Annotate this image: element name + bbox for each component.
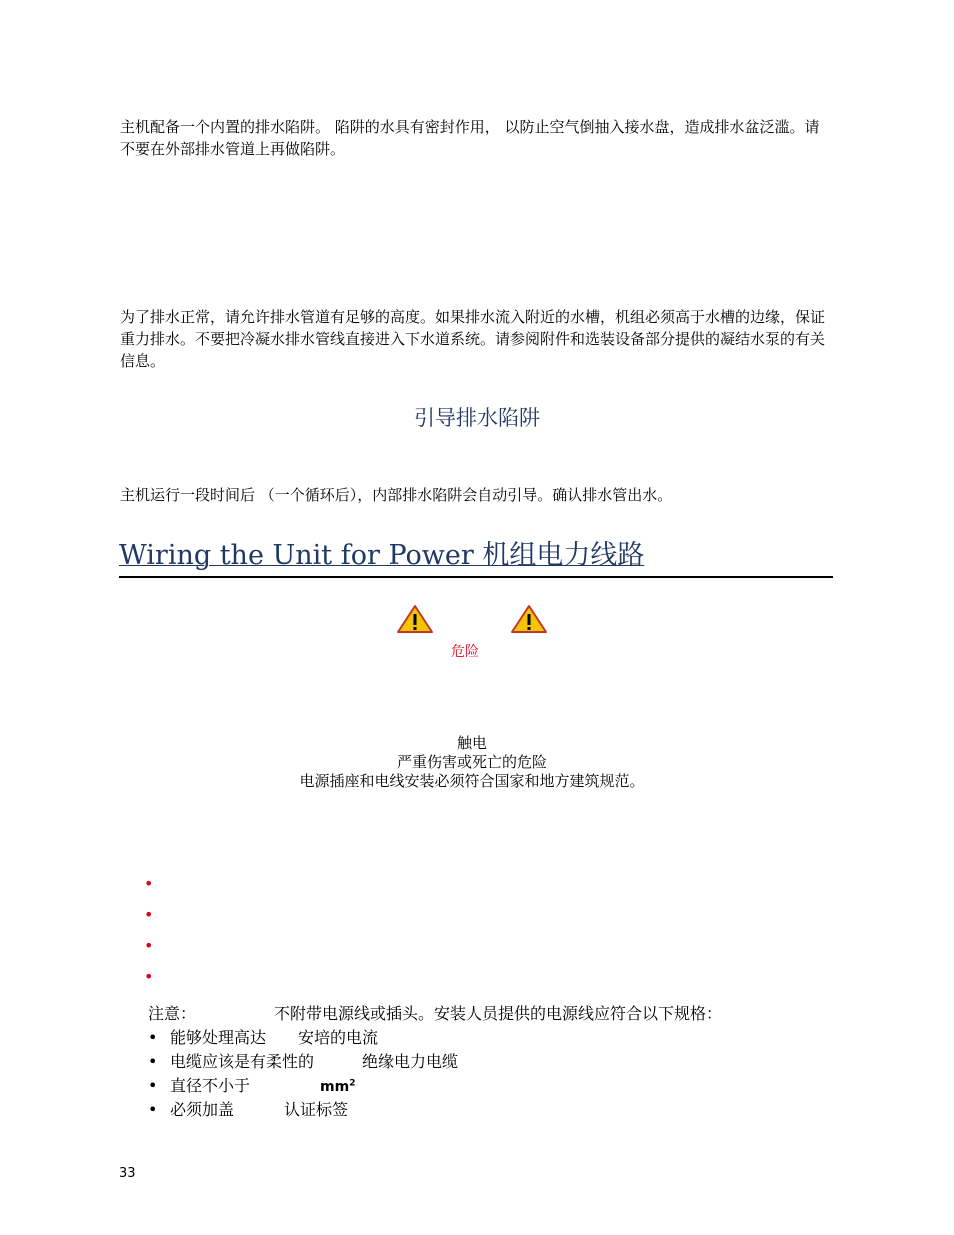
list-bullet: • [144,967,154,986]
paragraph-drain-trap: 主机配备一个内置的排水陷阱。 陷阱的水具有密封作用， 以防止空气倒抽入接水盘，造成排水盆泛滥。请不要在外部排水管道上再做陷阱。 [120,118,820,158]
danger-label: 危险 [451,644,479,660]
section-heading: Wiring the Unit for Power 机组电力线路 [119,536,833,578]
list-bullet: • [144,905,154,924]
unit-mm2: $mm^2$ [320,1078,356,1095]
subheading-prime-trap: 引导排水陷阱 [414,406,540,430]
warning-triangle-icon [396,604,434,634]
list-bullet: • [144,874,154,893]
warning-electric-shock: 触电 [456,734,487,752]
warning-triangle-icon [510,604,548,634]
warning-risk: 严重伤害或死亡的危险 [396,753,547,771]
paragraph-auto-prime: 主机运行一段时间后 （一个循环后），内部排水陷阱会自动引导。确认排水管出水。 [120,486,673,504]
spec-item: • 电缆应该是有柔性的 绝缘电力电缆 [148,1052,459,1071]
page-number: 33 [119,1166,136,1181]
list-bullet: • [144,936,154,955]
spec-item: • 必须加盖 认证标签 [148,1100,349,1119]
note-text: 不附带电源线或插头。安装人员提供的电源线应符合以下规格： [274,1004,723,1023]
note-prefix: 注意： [148,1004,197,1023]
spec-item: • 直径不小于 $mm^2$ [148,1076,356,1095]
warning-code-compliance: 电源插座和电线安装必须符合国家和地方建筑规范。 [299,772,645,790]
paragraph-drain-height: 为了排水正常，请允许排水管道有足够的高度。如果排水流入附近的水槽，机组必须高于水槽的边缘，保证重力排水。不要把冷凝水排水管线直接进入下水道系统。请参阅附件和选装设备部分提供的凝结水泵的有关信息。 [120,308,826,370]
spec-item: • 能够处理高达 安培的电流 [148,1028,379,1047]
note-power-cord [148,1001,722,1024]
